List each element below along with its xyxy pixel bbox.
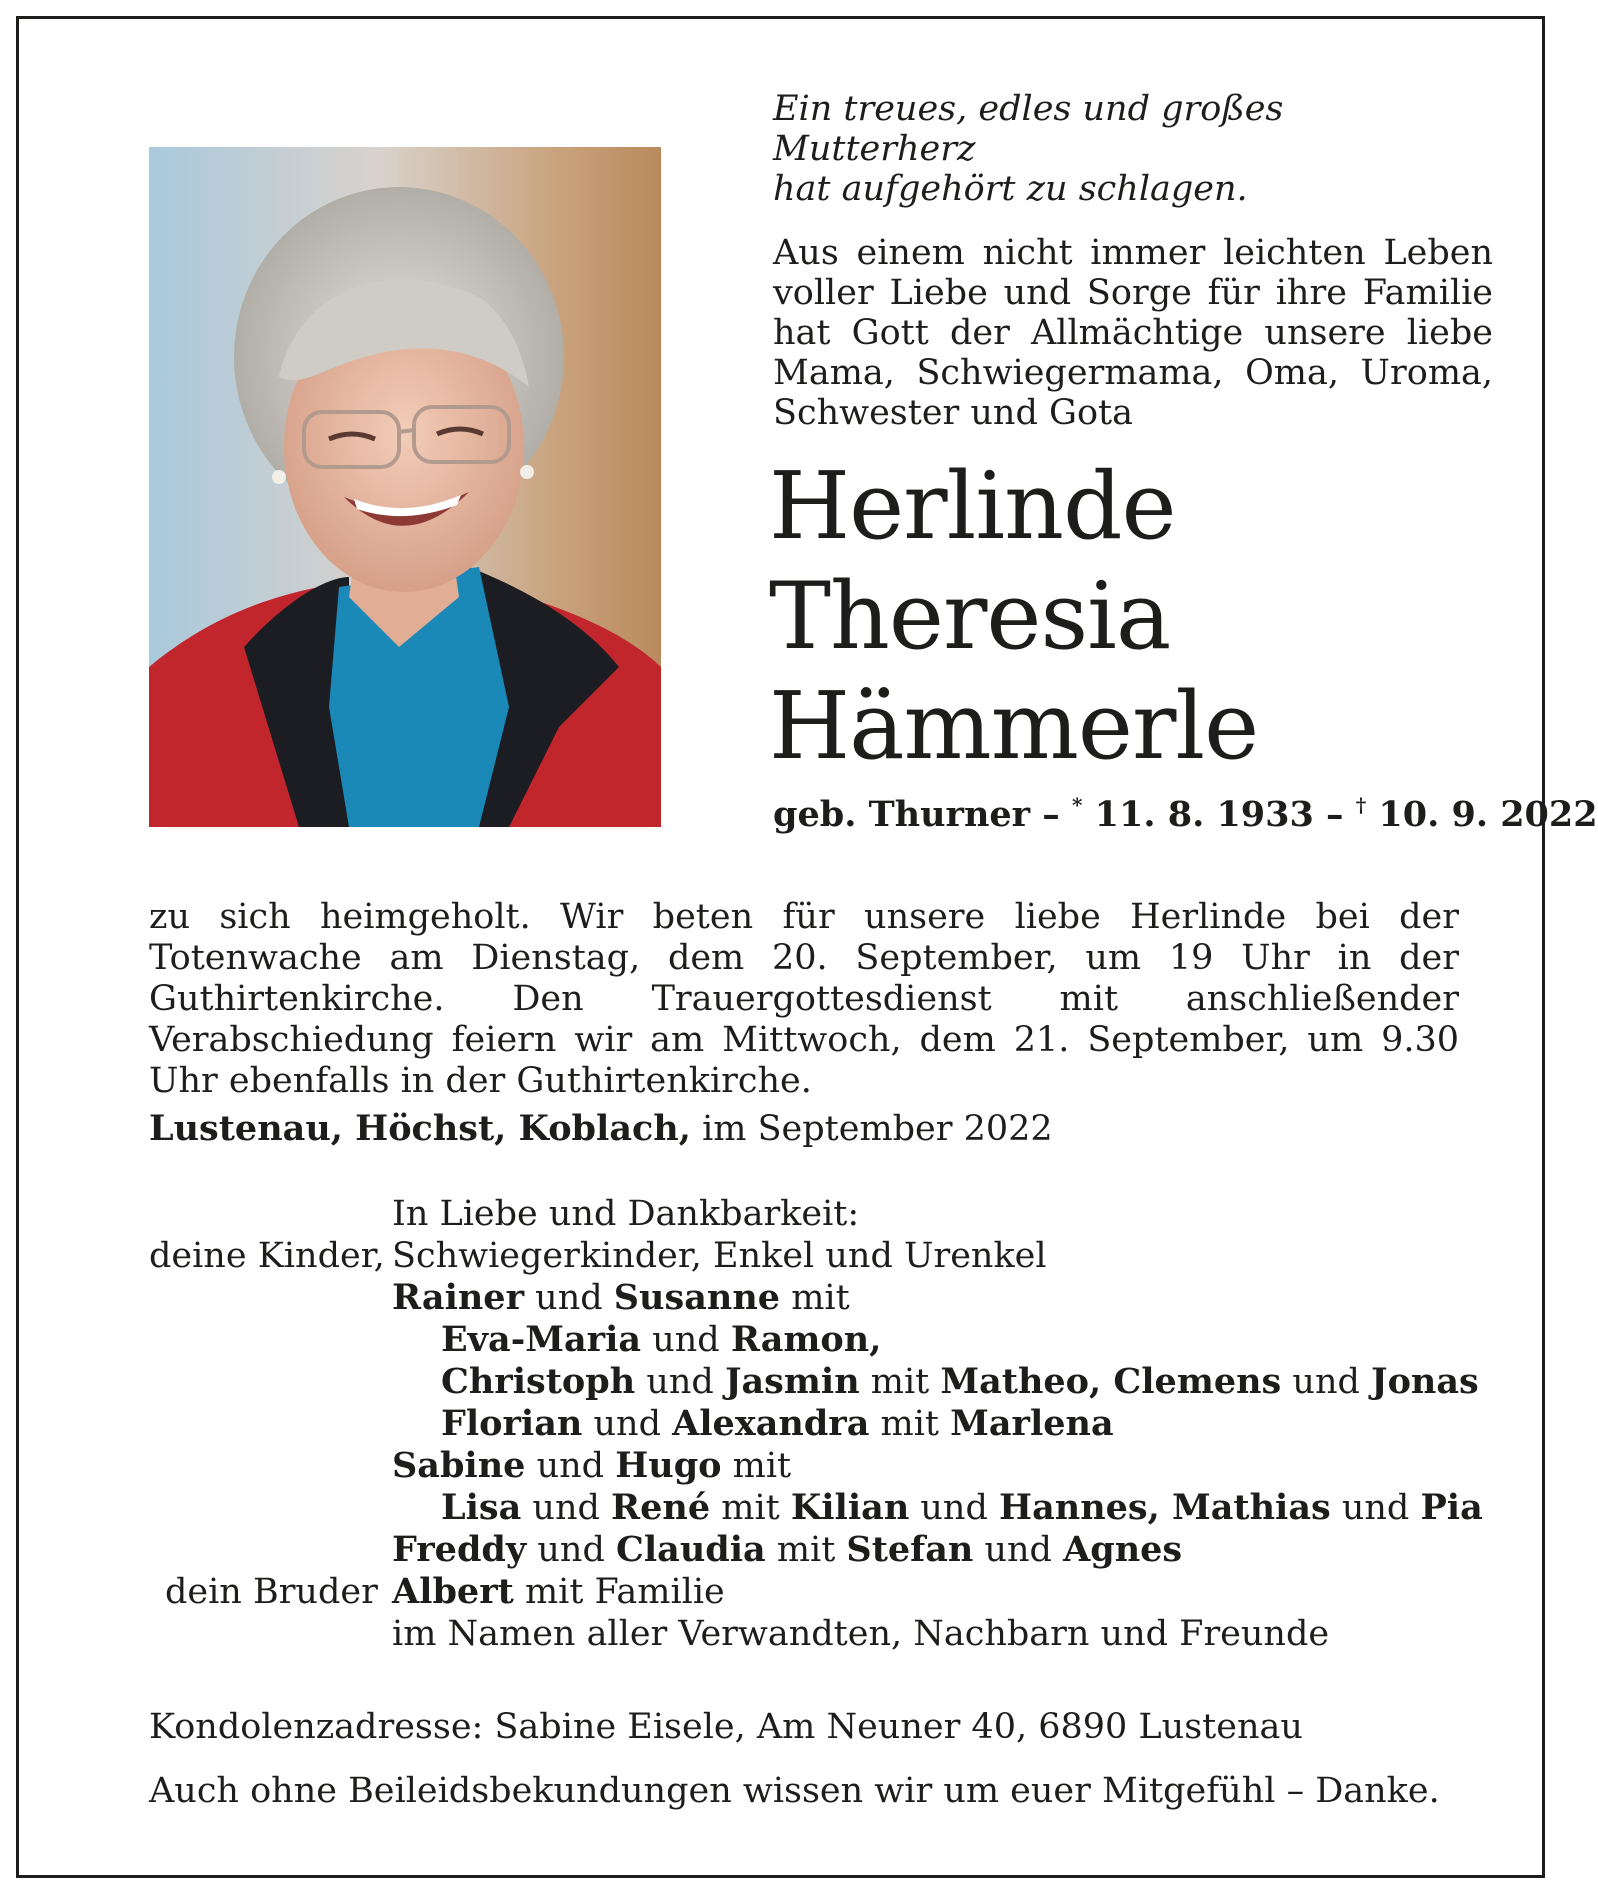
connector: mit Familie	[513, 1572, 725, 1612]
person-name: René	[611, 1487, 711, 1528]
funeral-details: zu sich heimgeholt. Wir beten für unsere liebe Herlinde bei der Totenwache am Dienstag, dem 20. September, um 19 Uhr in der Guthirtenkirche. Den Trauergottesdienst mit anschließender Verabschiedung feiern wir am Mittwoch, dem 21. September, um 9.30 Uhr ebenfalls in der Guthirtenkirche.	[149, 897, 1459, 1101]
person-name: Pia	[1420, 1487, 1483, 1528]
children-label: deine Kinder,	[149, 1236, 385, 1276]
person-name: Freddy	[392, 1529, 527, 1570]
connector: mit	[780, 1278, 850, 1318]
connector: mit	[765, 1530, 847, 1570]
portrait-photo	[149, 147, 661, 827]
maiden-name: geb. Thurner	[773, 794, 1031, 835]
obituary-notice	[16, 16, 1598, 1878]
list-item	[149, 1361, 1479, 1403]
children-text: Schwiegerkinder, Enkel und Urenkel	[392, 1236, 1047, 1276]
person-name: Susanne	[613, 1277, 781, 1318]
person-name: Rainer	[392, 1277, 525, 1318]
connector: und	[524, 1278, 614, 1318]
connector: und	[635, 1362, 725, 1402]
death-symbol: †	[1355, 793, 1367, 817]
birth-date: 11. 8. 1933	[1082, 794, 1314, 835]
death-date: 10. 9. 2022	[1366, 794, 1598, 835]
list-item	[149, 1277, 1479, 1319]
connector: mit	[869, 1404, 951, 1444]
person-name: Albert	[392, 1571, 514, 1612]
connector: und	[1281, 1362, 1372, 1402]
mourners-heading: In Liebe und Dankbarkeit:	[392, 1194, 860, 1234]
person-name: Stefan	[846, 1529, 974, 1570]
motto-line-1: Ein treues, edles und großes Mutterherz	[773, 89, 1284, 169]
condolence-address: Kondolenzadresse: Sabine Eisele, Am Neuner 40, 6890 Lustenau	[149, 1707, 1303, 1747]
motto	[773, 89, 1493, 209]
connector: mit	[710, 1488, 791, 1528]
connector: und	[525, 1446, 616, 1486]
closing-row	[149, 1613, 1479, 1655]
connector: und	[909, 1488, 1000, 1528]
connector: und	[526, 1530, 616, 1570]
list-item	[149, 1529, 1479, 1571]
connector: und	[582, 1404, 673, 1444]
list-item	[149, 1319, 1479, 1361]
person-name: Eva-Maria	[441, 1319, 642, 1360]
towns: Lustenau, Höchst, Koblach,	[149, 1108, 691, 1149]
list-item	[149, 1403, 1479, 1445]
mourners-heading-row	[149, 1193, 1479, 1235]
person-name: Lisa	[441, 1487, 522, 1528]
children-row	[149, 1235, 1479, 1277]
connector: und	[1330, 1488, 1421, 1528]
person-name: Matheo, Clemens	[940, 1361, 1282, 1402]
intro-text: Aus einem nicht immer leichten Leben voller Liebe und Sorge für ihre Familie hat Gott der Allmächtige unsere liebe Mama, Schwiegermama, Oma, Uroma, Schwester und Gota	[773, 233, 1493, 433]
list-item	[149, 1487, 1483, 1529]
connector: und	[521, 1488, 612, 1528]
deceased-name	[769, 451, 1493, 781]
mourners-list	[149, 1193, 1483, 1655]
person-name: Claudia	[615, 1529, 766, 1570]
place-and-date	[149, 1109, 1053, 1149]
name-last: Hämmerle	[769, 672, 1259, 780]
name-middle: Theresia	[769, 562, 1171, 670]
date-text: im September 2022	[690, 1109, 1053, 1149]
person-name: Jonas	[1371, 1361, 1479, 1402]
motto-line-2: hat aufgehört zu schlagen.	[773, 169, 1248, 209]
person-name: Kilian	[790, 1487, 910, 1528]
connector: mit	[859, 1362, 941, 1402]
person-name: Jasmin	[724, 1361, 860, 1402]
list-item	[149, 1445, 1479, 1487]
person-name: Christoph	[441, 1361, 636, 1402]
brother-row	[149, 1571, 1479, 1613]
connector: und	[641, 1320, 731, 1360]
thanks-note: Auch ohne Beileidsbekundungen wissen wir um euer Mitgefühl – Danke.	[149, 1771, 1440, 1811]
connector: und	[973, 1530, 1064, 1570]
person-name: Ramon,	[730, 1319, 882, 1360]
person-name: Marlena	[950, 1403, 1114, 1444]
dates-separator: –	[1313, 794, 1356, 835]
person-name: Hugo	[615, 1445, 722, 1486]
brother-label: dein Bruder	[165, 1572, 378, 1612]
person-name: Agnes	[1063, 1529, 1183, 1570]
connector: mit	[721, 1446, 792, 1486]
birth-symbol: *	[1072, 793, 1083, 817]
person-name: Alexandra	[672, 1403, 870, 1444]
name-first: Herlinde	[769, 452, 1176, 560]
person-name: Hannes, Mathias	[999, 1487, 1331, 1528]
person-name: Sabine	[392, 1445, 526, 1486]
life-dates	[773, 793, 1598, 835]
person-name: Florian	[441, 1403, 583, 1444]
intro-column	[769, 89, 1598, 835]
closing-text: im Namen aller Verwandten, Nachbarn und Freunde	[392, 1614, 1330, 1654]
dates-separator: –	[1030, 794, 1072, 835]
